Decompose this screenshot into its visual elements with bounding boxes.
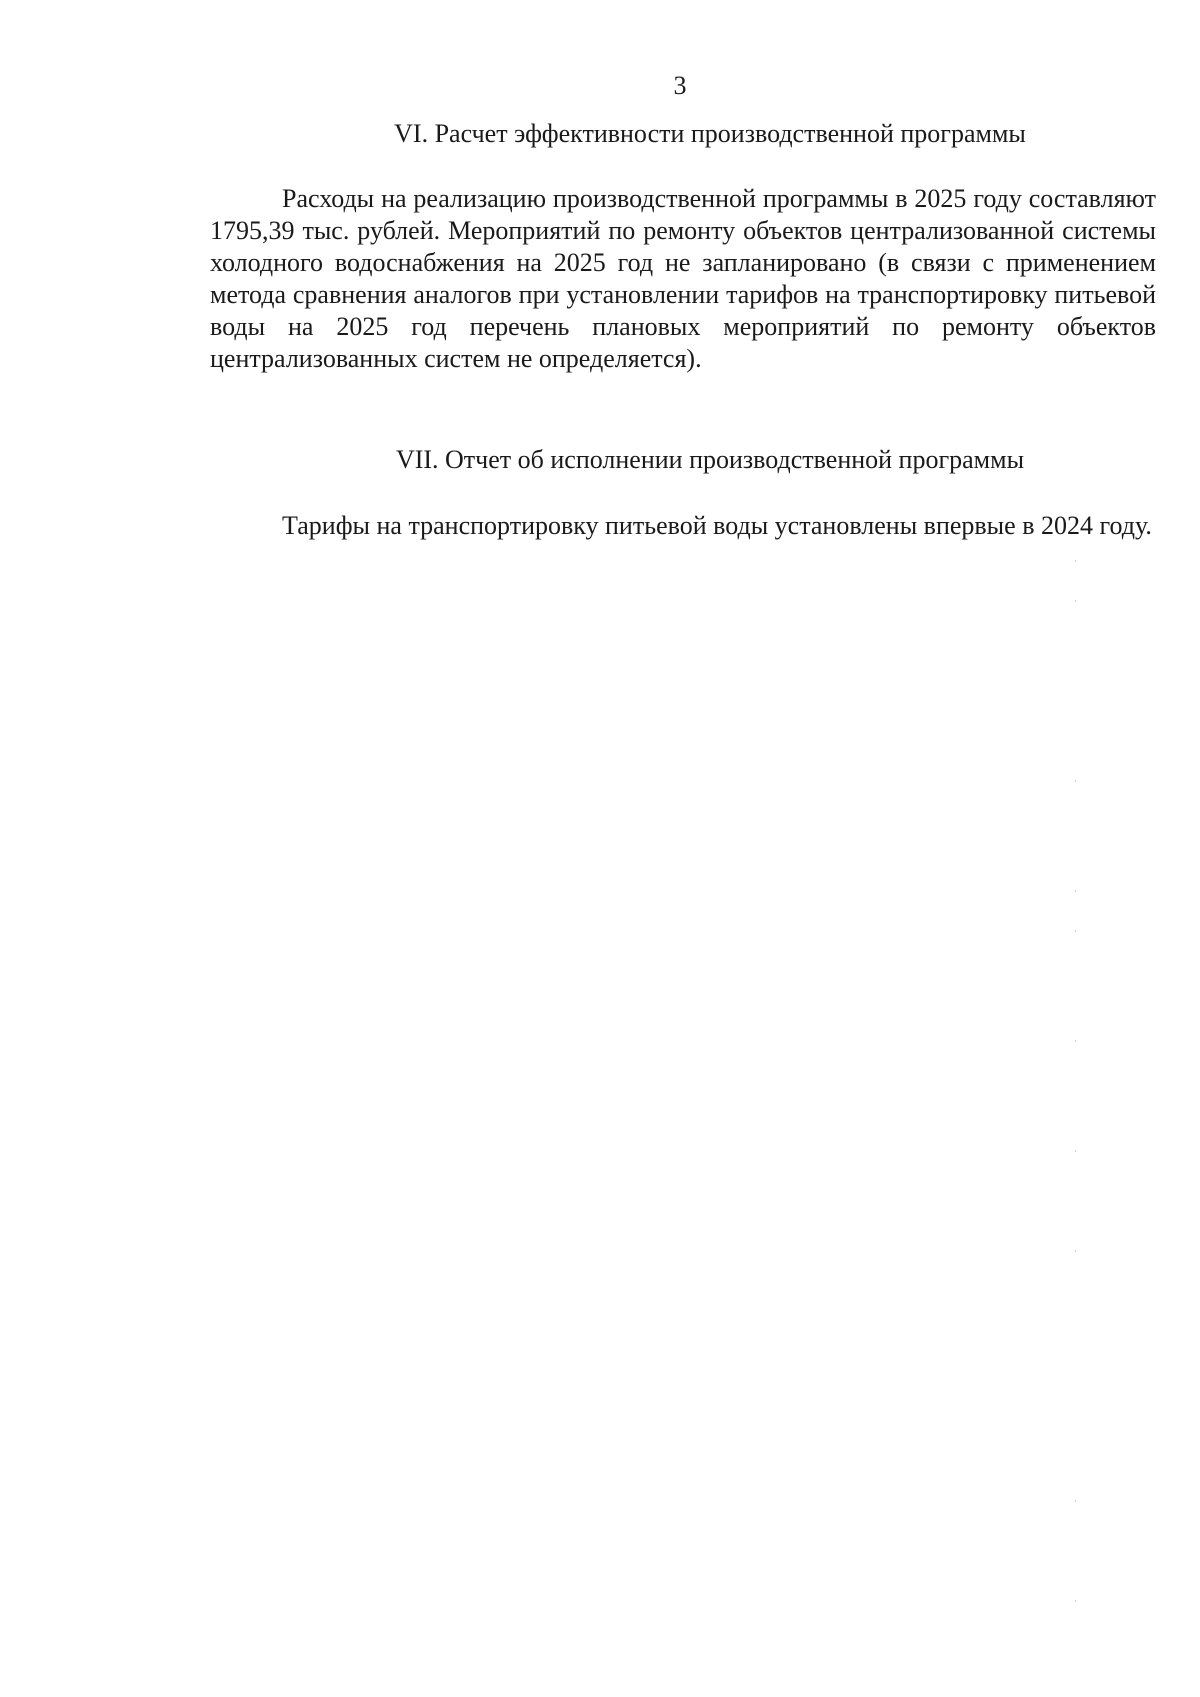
scan-dot xyxy=(1075,1250,1076,1252)
page-number: 3 xyxy=(673,71,687,100)
scan-dot xyxy=(1075,890,1076,892)
scan-dot xyxy=(1075,1600,1076,1602)
scan-artifact-dots xyxy=(1075,560,1079,1660)
scan-dot xyxy=(1075,780,1076,782)
scan-dot xyxy=(1075,1150,1076,1152)
scan-dot xyxy=(1075,1040,1076,1042)
section-vii-heading: VII. Отчет об исполнении производственной программы xyxy=(395,445,1025,474)
scan-dot xyxy=(1075,560,1076,562)
section-vi-paragraph: Расходы на реализацию производственной программы в 2025 году составляют 1795,39 тыс. рублей. Мероприятий по ремонту объектов централизованной системы холодного водоснабжения на 2025 год не запланировано (в связи с применением метода сравнения аналогов при установлении тарифов на транспортировку питьевой воды на 2025 год перечень плановых мероприятий по ремонту объектов централизованных систем не определяется). xyxy=(210,184,1156,373)
scan-dot xyxy=(1075,930,1076,932)
scan-dot xyxy=(1075,600,1076,602)
section-vii-paragraph: Тарифы на транспортировку питьевой воды установлены впервые в 2024 году. xyxy=(282,511,1152,540)
scan-dot xyxy=(1075,1500,1076,1502)
section-vi-heading: VI. Расчет эффективности производственной программы xyxy=(394,119,1026,148)
